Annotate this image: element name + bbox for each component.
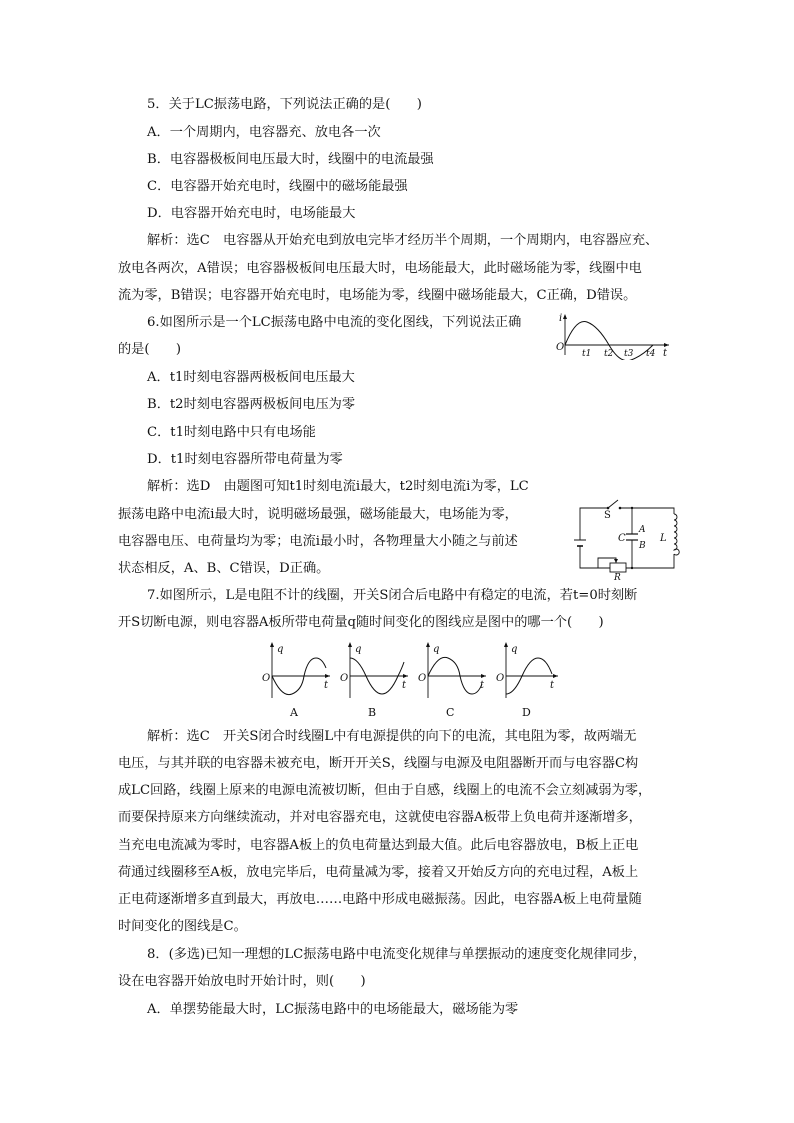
q6-option-a: A．t1时刻电容器两极板间电压最大: [147, 370, 355, 385]
svg-text:t: t: [550, 680, 555, 691]
svg-text:q: q: [277, 644, 284, 655]
q6-stem-cont: 的是( ): [118, 342, 182, 357]
graph-b: [340, 642, 408, 719]
q8-option-a: A．单摆势能最大时，LC振荡电路中的电场能最大，磁场能为零: [147, 1002, 519, 1017]
q5-option-c: C．电容器开始充电时，线圈中的磁场能最强: [147, 179, 408, 194]
y-label: i: [559, 313, 563, 324]
y-arrow-icon: [563, 314, 567, 319]
x-arrow-icon: [664, 343, 669, 347]
q5-analysis-line: 放电各两次，A错误；电容器极板间电压最大时，电场能最大，此时磁场能为零，线圈中电: [118, 261, 642, 276]
svg-text:q: q: [511, 644, 518, 655]
tick-t1: t1: [582, 349, 592, 359]
x-label: t: [663, 348, 668, 359]
q5-analysis-line: 解析：选C 电容器从开始充电到放电完毕才经历半个周期，一个周期内，电容器应充、: [147, 233, 659, 248]
q7-analysis-line: 正电荷逐渐增多直到最大，再放电……电路中形成电磁振荡。因此，电容器A板上电荷量随: [118, 892, 642, 907]
graph-b-label: B: [368, 706, 377, 719]
q5-stem: 5．关于LC振荡电路，下列说法正确的是( ): [147, 97, 422, 112]
switch-label: S: [604, 510, 611, 521]
svg-text:O: O: [262, 673, 271, 684]
q7-analysis-line: 时间变化的图线是C。: [118, 919, 247, 934]
q6-stem: 6.如图所示是一个LC振荡电路中电流的变化图线，下列说法正确: [147, 315, 522, 330]
q6-analysis-line: 振荡电路中电流i最大时，说明磁场最强，磁场能最大，电场能为零，: [118, 507, 518, 522]
tick-t3: t3: [624, 349, 634, 359]
svg-text:O: O: [418, 673, 427, 684]
svg-text:O: O: [340, 673, 349, 684]
q7-analysis-line: 荷通过线圈移至A板，放电完毕后，电荷量减为零，接着又开始反方向的充电过程，A板上: [118, 865, 639, 880]
capacitor-label: C: [618, 533, 626, 544]
svg-text:t: t: [402, 680, 407, 691]
tick-t2: t2: [604, 349, 614, 359]
plate-a-label: A: [639, 525, 646, 535]
q6-option-d: D．t1时刻电容器所带电荷量为零: [147, 452, 343, 467]
q7-analysis-line: 而要保持原来方向继续流动，并对电容器充电，这就使电容器A板带上负电荷并逐渐增多，: [118, 810, 642, 825]
graph-c: [418, 642, 486, 719]
resistor-icon: [610, 563, 626, 572]
q6-option-b: B．t2时刻电容器两极板间电压为零: [147, 397, 356, 412]
q5-option-b: B．电容器极板间电压最大时，线圈中的电流最强: [147, 152, 434, 167]
graph-c-label: C: [446, 706, 455, 719]
q6-analysis-line: 状态相反，A、B、C错误，D正确。: [118, 561, 330, 576]
q7-analysis-line: 当充电电流减为零时，电容器A板上的负电荷量达到最大值。此后电容器放电，B板上正电: [118, 838, 639, 853]
inductor-label: L: [660, 533, 667, 544]
q5-option-d: D．电容器开始充电时，电场能最大: [147, 206, 356, 221]
switch-icon: [608, 500, 618, 508]
q7-analysis-line: 电压，与其并联的电容器未被充电，断开开关S，线圈与电源及电阻器断开而与电容器C构: [118, 756, 639, 771]
q7-options-graphs: [258, 640, 558, 722]
lc-circuit-diagram: [568, 496, 688, 580]
svg-text:t: t: [480, 680, 485, 691]
q6-analysis-line: 解析：选D 由题图可知t1时刻电流i最大，t2时刻电流i为零，LC: [147, 479, 529, 494]
q5-analysis-line: 流为零，B错误；电容器开始充电时，电场能为零，线圈中磁场能最大，C正确，D错误。: [118, 288, 637, 303]
q7-stem: 7.如图所示，L是电阻不计的线圈，开关S闭合后电路中有稳定的电流，若t=0时刻断: [147, 588, 638, 603]
svg-text:q: q: [355, 644, 362, 655]
tick-t4: t4: [646, 349, 656, 359]
q7-analysis-line: 解析：选C 开关S闭合时线圈L中有电源提供的向下的电流，其电阻为零，故两端无: [147, 729, 637, 744]
plate-b-label: B: [639, 541, 646, 551]
graph-d-label: D: [522, 706, 531, 719]
q8-stem: 8．(多选)已知一理想的LC振荡电路中电流变化规律与单摆振动的速度变化规律同步，: [147, 947, 647, 962]
origin-label: O: [556, 342, 565, 353]
current-graph: [553, 310, 673, 360]
q6-option-c: C．t1时刻电路中只有电场能: [147, 425, 316, 440]
q5-option-a: A．一个周期内，电容器充、放电各一次: [147, 125, 381, 140]
svg-text:O: O: [496, 673, 505, 684]
graph-a: [262, 642, 330, 719]
svg-text:t: t: [324, 680, 329, 691]
inductor-coil-icon: [674, 514, 679, 555]
resistor-label: R: [614, 573, 621, 580]
q7-analysis-line: 成LC回路，线圈上原来的电源电流被切断，但由于自感，线圈上的电流不会立刻减弱为零，: [118, 783, 652, 798]
q7-stem-cont: 开S切断电源，则电容器A板所带电荷量q随时间变化的图线应是图中的哪一个( ): [118, 615, 604, 630]
graph-d: [496, 642, 558, 719]
q8-stem-cont: 设在电容器开始放电时开始计时，则( ): [118, 974, 366, 989]
svg-text:q: q: [433, 644, 440, 655]
q6-analysis-line: 电容器电压、电荷量均为零；电流i最小时，各物理量大小随之与前述: [118, 534, 518, 549]
graph-a-label: A: [290, 706, 298, 719]
